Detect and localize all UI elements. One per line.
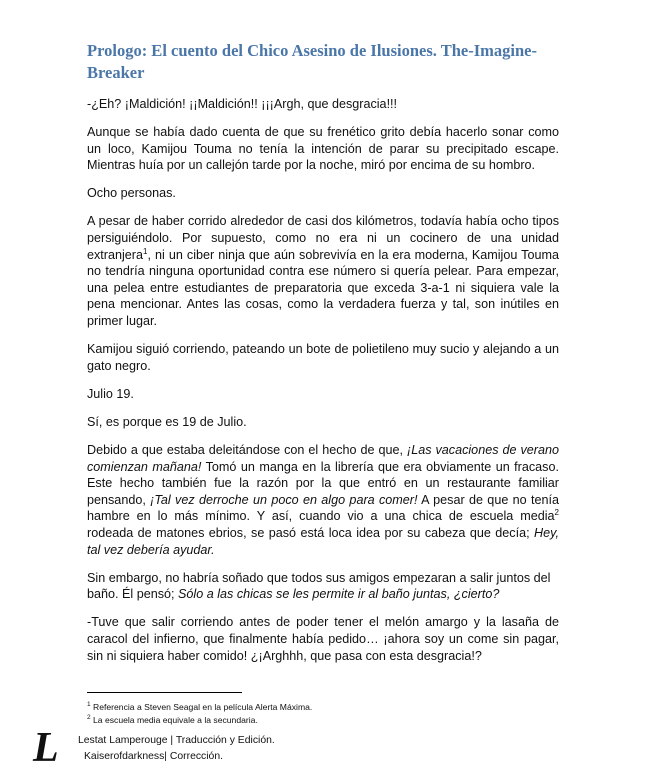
body-text [87,96,559,676]
paragraph-6: Julio 19. [87,386,134,401]
footnote-separator [87,692,242,693]
footnote-ref-1: 1 [143,246,148,256]
paragraph-1: -¿Eh? ¡Maldición! ¡¡Maldición!! ¡¡¡Argh, que desgracia!!! [87,97,398,111]
credit-translation: Lestat Lamperouge | Traducción y Edición. [78,735,275,746]
paragraph-8 [87,442,559,558]
paragraph-9 [87,570,559,603]
paragraph-8-text-c: Tomó un manga en la librería que era obviamente un fracaso. Este hecho también fue la razón por la que entró en un restaurante familiar pensando, [87,459,559,507]
paragraph-8-italic-d: ¡Tal vez derroche un poco en algo para comer! [150,492,418,507]
paragraph-4-text-a: A pesar de haber corrido alrededor de casi dos kilómetros, todavía había ocho tipos persiguiéndolo. Por supuesto, como no era ni un cocinero de una unidad extranjera [87,214,559,262]
footnote-1-number: 1 [87,701,91,709]
paragraph-8-text-f: rodeada de matones ebrios, se pasó está loca idea por su cabeza que decía; [87,525,535,540]
footnote-ref-2: 2 [554,508,559,518]
paragraph-8-text-e: A pesar de que no tenía hambre en lo más mínimo. Y así, cuando vio a una chica de escuela media [87,492,560,524]
paragraph-8-italic-g: Hey, tal vez debería ayudar. [87,525,559,557]
footnote-2-text: La escuela media equivale a la secundaria. [90,714,258,725]
paragraph-7: Sí, es porque es 19 de Julio. [87,414,247,429]
footnote-2-number: 2 [87,713,91,721]
paragraph-8-italic-b: ¡Las vacaciones de verano comienzan mañana! [87,443,559,474]
paragraph-10: -Tuve que salir corriendo antes de poder tener el melón amargo y la lasaña de caracol del infierno, que finalmente había pedido… ¡ahora soy un come sin pagar, sin ni siquiera haber comido! ¿¡Arghhh, que pasa con esta desgracia!? [87,615,559,663]
footnote-2 [87,714,567,727]
gothic-l-logo-icon [30,723,66,767]
logo-letter: L [33,725,59,767]
credit-correction: Kaiserofdarkness| Corrección. [84,750,223,762]
footnote-1 [87,701,567,714]
paragraph-2: Aunque se había dado cuenta de que su frenético grito debía hacerlo sonar como un loco, Kamijou Touma no tenía la intención de parar su precipitado escape. Mientras huía por un callejón tarde por la noche, miró por encima de su hombro. [87,125,559,173]
credits [78,733,275,764]
paragraph-9-text-a: Sin embargo, no habría soñado que todos sus amigos empezaran a salir juntos del baño. Él pensó; [87,570,551,602]
footnote-1-text: Referencia a Steven Seagal en la película Alerta Máxima. [90,702,313,712]
paragraph-9-italic-b: Sólo a las chicas se les permite ir al baño juntas, ¿cierto? [178,587,500,602]
paragraph-4-text-b: , ni un ciber ninja que aún sobrevivía en la era moderna, Kamijou Touma no tendría ninguna oportunidad contra ese número si quería pelear. Para empezar, una pelea entre estudiantes de preparatoria que exceda 3-a-1 ni siquiera vale la pena mencionar. Antes las cosas, como la verdadera fuerza y tal, son inútiles en primer lugar. [87,247,559,329]
footnotes [87,701,567,726]
paragraph-4 [87,213,559,329]
paragraph-8-text-a: Debido a que estaba deleitándose con el hecho de que, [87,443,407,457]
paragraph-3: Ocho personas. [87,186,176,201]
paragraph-5: Kamijou siguió corriendo, pateando un bote de polietileno muy sucio y alejando a un gato negro. [87,342,559,373]
chapter-title: Prologo: El cuento del Chico Asesino de Ilusiones. The-Imagine-Breaker [87,41,537,82]
